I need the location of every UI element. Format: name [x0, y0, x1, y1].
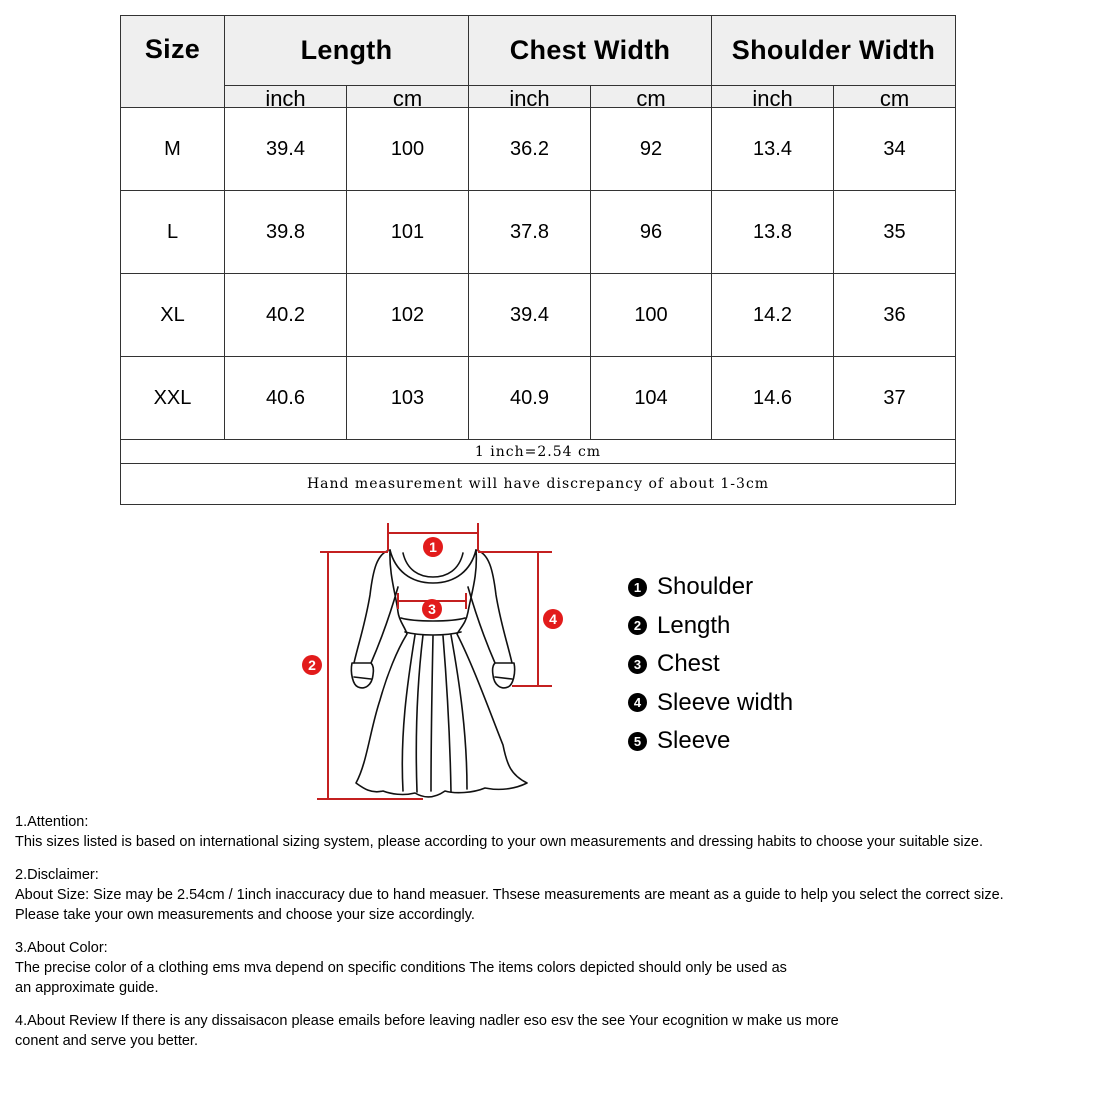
number-badge-icon: 5 — [628, 732, 647, 751]
table-row — [121, 357, 956, 440]
unit-cell: cm — [347, 86, 469, 108]
conversion-row — [121, 440, 956, 464]
note-text: About Size: Size may be 2.54cm / 1inch inaccuracy due to hand measuer. Thsese measurements are meant as a guide to help you select the correct size. — [15, 887, 1004, 903]
chest-cm-cell: 92 — [591, 108, 712, 191]
note-text: an approximate guide. — [15, 980, 159, 996]
unit-row — [121, 86, 956, 108]
marker-4 — [543, 609, 563, 629]
disclaimer-note — [15, 865, 1100, 925]
legend-item-shoulder — [628, 568, 793, 607]
number-badge-icon: 1 — [628, 578, 647, 597]
legend-item-chest — [628, 645, 793, 684]
attention-note — [15, 812, 1100, 852]
length-inch-cell: 40.6 — [225, 357, 347, 440]
note-text: conent and serve you better. — [15, 1033, 198, 1049]
shoulder-inch-cell: 13.4 — [712, 108, 834, 191]
legend-item-length — [628, 607, 793, 646]
size-cell: M — [121, 108, 225, 191]
chest-cm-cell: 100 — [591, 274, 712, 357]
marker-1 — [423, 537, 443, 557]
unit-cell: cm — [591, 86, 712, 108]
size-cell: L — [121, 191, 225, 274]
dress-measurement-diagram — [295, 515, 580, 810]
number-badge-icon: 4 — [628, 693, 647, 712]
note-heading: 3.About Color: — [15, 940, 108, 956]
number-badge-icon: 2 — [628, 616, 647, 635]
chest-inch-cell: 36.2 — [469, 108, 591, 191]
discrepancy-row — [121, 464, 956, 505]
length-inch-cell: 40.2 — [225, 274, 347, 357]
size-cell: XL — [121, 274, 225, 357]
length-cm-cell: 103 — [347, 357, 469, 440]
size-chart-table — [120, 15, 956, 505]
svg-text:3: 3 — [428, 601, 436, 617]
shoulder-inch-cell: 14.2 — [712, 274, 834, 357]
conversion-note: 1 inch=2.54 cm — [121, 440, 956, 464]
table-row — [121, 274, 956, 357]
chest-inch-cell: 37.8 — [469, 191, 591, 274]
chest-inch-cell: 39.4 — [469, 274, 591, 357]
svg-text:4: 4 — [549, 611, 557, 627]
shoulder-cm-cell: 35 — [834, 191, 956, 274]
length-header: Length — [225, 16, 469, 86]
legend-label: Sleeve width — [657, 688, 794, 716]
chest-width-header: Chest Width — [469, 16, 712, 86]
chest-cm-cell: 96 — [591, 191, 712, 274]
number-badge-icon: 3 — [628, 655, 647, 674]
chest-inch-cell: 40.9 — [469, 357, 591, 440]
length-inch-cell: 39.8 — [225, 191, 347, 274]
note-text: 4.About Review If there is any dissaisacon please emails before leaving nadler eso esv the see Your ecognition w make us more — [15, 1013, 839, 1029]
notes-section — [15, 812, 1100, 1064]
measurement-legend — [628, 568, 793, 761]
shoulder-cm-cell: 34 — [834, 108, 956, 191]
note-text: The precise color of a clothing ems mva depend on specific conditions The items colors depicted should only be used as — [15, 960, 787, 976]
review-note — [15, 1011, 1100, 1051]
unit-cell: cm — [834, 86, 956, 108]
length-cm-cell: 102 — [347, 274, 469, 357]
legend-label: Shoulder — [657, 573, 754, 601]
chest-cm-cell: 104 — [591, 357, 712, 440]
note-heading: 1.Attention: — [15, 814, 89, 830]
unit-cell: inch — [712, 86, 834, 108]
discrepancy-note: Hand measurement will have discrepancy of about 1-3cm — [121, 464, 956, 505]
legend-label: Length — [657, 611, 731, 639]
length-cm-cell: 101 — [347, 191, 469, 274]
note-text: This sizes listed is based on international sizing system, please according to your own measurements and dressing habits to choose your suitable size. — [15, 834, 983, 850]
shoulder-cm-cell: 37 — [834, 357, 956, 440]
marker-2 — [302, 655, 322, 675]
size-header: Size — [121, 16, 225, 108]
legend-item-sleeve-width — [628, 684, 793, 723]
shoulder-cm-cell: 36 — [834, 274, 956, 357]
note-heading: 2.Disclaimer: — [15, 867, 99, 883]
unit-cell: inch — [469, 86, 591, 108]
dress-outline — [351, 550, 527, 797]
length-inch-cell: 39.4 — [225, 108, 347, 191]
shoulder-inch-cell: 14.6 — [712, 357, 834, 440]
note-text: Please take your own measurements and choose your size accordingly. — [15, 907, 475, 923]
color-note — [15, 938, 1100, 998]
shoulder-inch-cell: 13.8 — [712, 191, 834, 274]
measurement-lines — [317, 523, 552, 799]
marker-3 — [422, 599, 442, 619]
svg-text:2: 2 — [308, 657, 316, 673]
svg-text:1: 1 — [429, 539, 437, 555]
table-row — [121, 191, 956, 274]
legend-label: Sleeve — [657, 727, 731, 755]
length-cm-cell: 100 — [347, 108, 469, 191]
header-row — [121, 16, 956, 86]
legend-item-sleeve — [628, 722, 793, 761]
table-row — [121, 108, 956, 191]
legend-label: Chest — [657, 650, 720, 678]
shoulder-width-header: Shoulder Width — [712, 16, 956, 86]
unit-cell: inch — [225, 86, 347, 108]
size-cell: XXL — [121, 357, 225, 440]
